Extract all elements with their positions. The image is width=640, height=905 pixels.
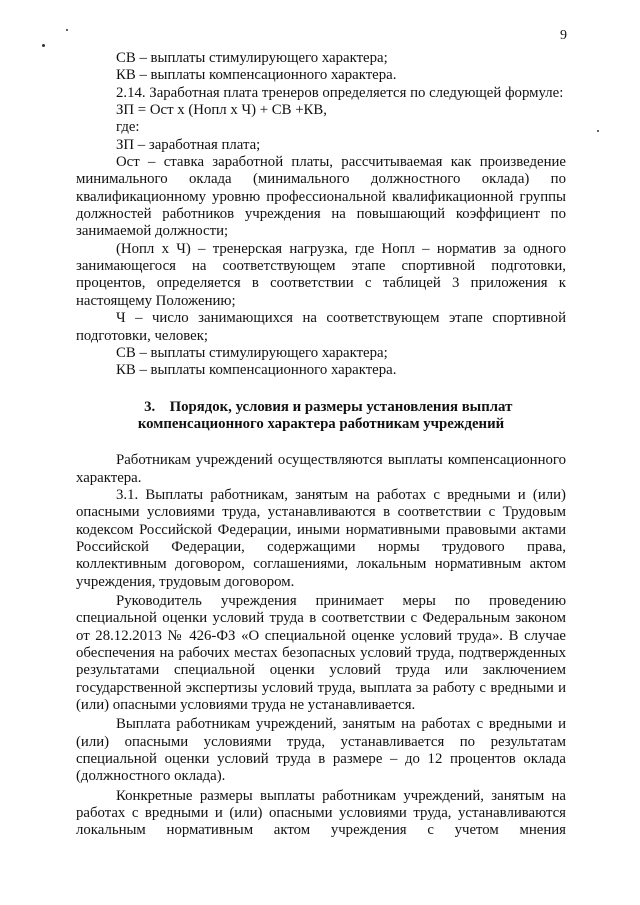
salary-formula: ЗП = Ост х (Нопл х Ч) + СВ +КВ, <box>116 102 327 119</box>
scan-speck <box>66 29 68 31</box>
scan-speck <box>42 44 45 47</box>
text-paragraph: Выплата работникам учреждений, занятым на работах с вредными и (или) опасными условиями труда, устанавливается по результатам специальной оценки условий труда в размере – до 12 процентов оклада (должностного оклада). <box>76 716 566 785</box>
section-number: 3. <box>144 398 156 415</box>
page-number: 9 <box>560 28 567 43</box>
definition-ch: Ч – число занимающихся на соответствующем этапе спортивной подготовки, человек; <box>76 310 566 344</box>
section-title-line2: компенсационного характера работникам учреждений <box>137 415 505 432</box>
text-paragraph: СВ – выплаты стимулирующего характера; <box>116 50 388 66</box>
definition-zp: ЗП – заработная плата; <box>116 136 261 153</box>
scan-speck <box>597 130 599 132</box>
text-paragraph: Конкретные размеры выплаты работникам учреждений, занятым на работах с вредными и (или) опасными условиями труда, устанавливаются локальным нормативным актом учреждения с учетом мнения <box>76 787 566 839</box>
section-title-line1: Порядок, условия и размеры установления выплат <box>169 398 513 415</box>
text-paragraph: КВ – выплаты компенсационного характера. <box>116 67 397 84</box>
text-paragraph: Руководитель учреждения принимает меры по проведению специальной оценки условий труда в соответствии с Федеральным законом от 28.12.2013 № 426-ФЗ «О специальной оценке условий труда». В случае обеспечения на рабочих местах безопасных условий труда, подтвержденных результатами специальной оценки условий труда или заключением государственной экспертизы условий труда, выплата за работу с вредными и (или) опасными условиями труда не устанавливается. <box>76 592 566 714</box>
clause-3-1: 3.1. Выплаты работникам, занятым на работах с вредными и (или) опасными условиями труда, устанавливаются в соответствии с Трудовым кодексом Российской Федерации, иными нормативными правовыми актами Российской Федерации, содержащими нормы трудового права, коллективным договором, соглашениями, локальным нормативным актом учреждения, трудовым договором. <box>76 486 566 590</box>
clause-2-14: 2.14. Заработная плата тренеров определяется по следующей формуле: <box>116 84 564 101</box>
definition-ost: Ост – ставка заработной платы, рассчитываемая как произведение минимального оклада (минимального должностного оклада) по квалификационному уровню профессиональной квалификационной группы должностей работников учреждения на повышающий коэффициент по занимаемой должности; <box>76 154 566 240</box>
definition-sv: СВ – выплаты стимулирующего характера; <box>116 344 388 361</box>
text-paragraph: где: <box>116 119 140 136</box>
section-intro: Работникам учреждений осуществляются выплаты компенсационного характера. <box>76 452 566 486</box>
definition-kv: КВ – выплаты компенсационного характера. <box>116 362 397 379</box>
definition-nopl: (Нопл х Ч) – тренерская нагрузка, где Нопл – норматив за одного занимающегося на соответствующем этапе спортивной подготовки, процентов, определяется в соответствии с таблицей 3 приложения к настоящему Положению; <box>76 240 566 309</box>
section-heading <box>76 399 566 434</box>
document-body <box>76 50 566 840</box>
